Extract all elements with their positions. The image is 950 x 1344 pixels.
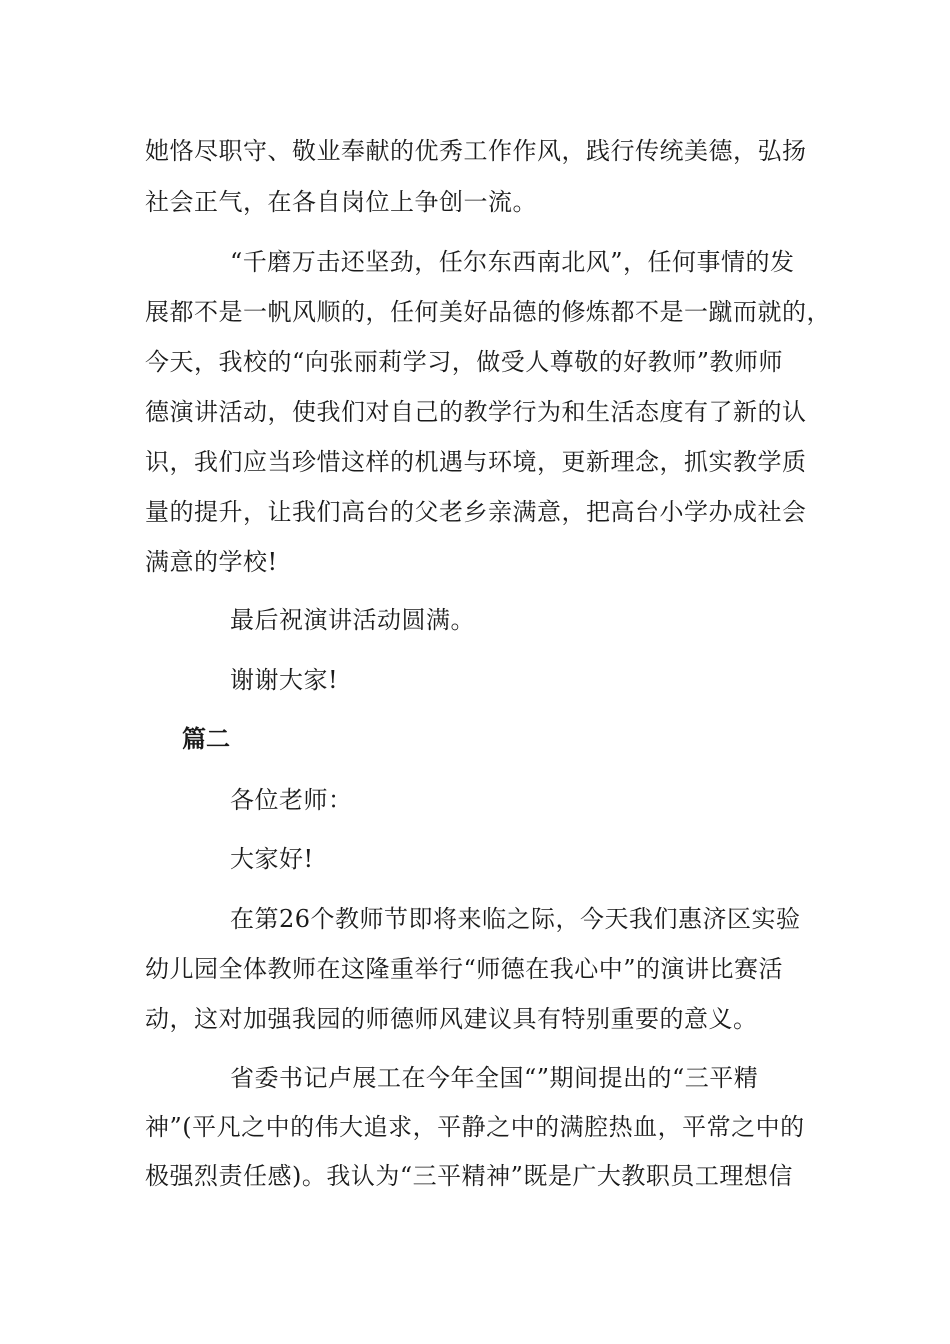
text-line: 满意的学校!	[145, 548, 278, 576]
text-line: 德演讲活动，使我们对自己的教学行为和生活态度有了新的认	[145, 398, 807, 426]
text-line: 谢谢大家!	[230, 666, 339, 694]
text-line: 最后祝演讲活动圆满。	[230, 606, 475, 634]
text-line: 各位老师：	[230, 786, 353, 814]
text-line: 她恪尽职守、敬业奉献的优秀工作作风，践行传统美德，弘扬	[145, 137, 807, 165]
section-heading: 篇二	[182, 725, 230, 753]
text-line: 今天，我校的“向张丽莉学习，做受人尊敬的好教师”教师师	[145, 348, 784, 376]
text-line: 极强烈责任感)。我认为“三平精神”既是广大教职员工理想信	[145, 1162, 793, 1190]
text-line: 社会正气，在各自岗位上争创一流。	[145, 188, 537, 216]
text-line: 神”(平凡之中的伟大追求，平静之中的满腔热血，平常之中的	[145, 1113, 805, 1141]
text-line: 在第26个教师节即将来临之际，今天我们惠济区实验	[230, 905, 801, 933]
text-line: 展都不是一帆风顺的，任何美好品德的修炼都不是一蹴而就的，	[145, 298, 831, 326]
text-line: 幼儿园全体教师在这隆重举行“师德在我心中”的演讲比赛活	[145, 955, 784, 983]
text-line: 识，我们应当珍惜这样的机遇与环境，更新理念，抓实教学质	[145, 448, 807, 476]
text-line: 动，这对加强我园的师德师风建议具有特别重要的意义。	[145, 1005, 758, 1033]
text-line: 省委书记卢展工在今年全国“”期间提出的“三平精	[230, 1064, 759, 1092]
text-line: 量的提升，让我们高台的父老乡亲满意，把高台小学办成社会	[145, 498, 807, 526]
text-line: “千磨万击还坚劲，任尔东西南北风”，任何事情的发	[230, 248, 795, 276]
text-line: 大家好!	[230, 845, 314, 873]
